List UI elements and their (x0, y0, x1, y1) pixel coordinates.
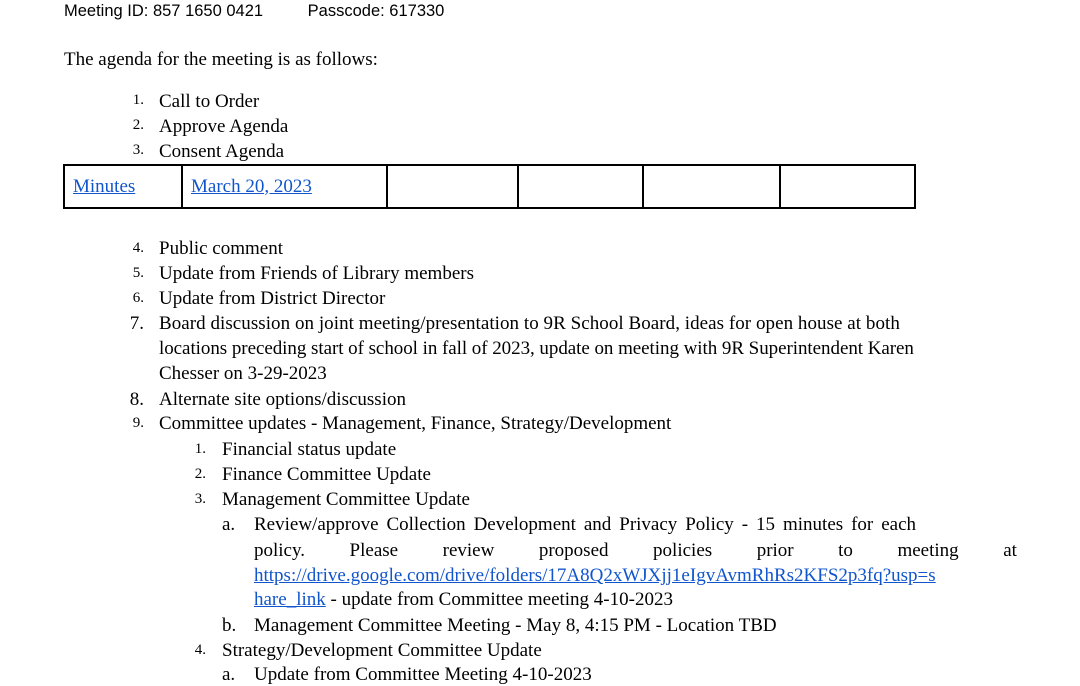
agenda-item-board-discussion-line2: locations preceding start of school in fall of 2023, update on meeting with 9R Superintendent Karen (159, 338, 914, 359)
agenda-number: 3. (132, 142, 144, 158)
agenda-number: 9. (132, 415, 144, 431)
policy-review-word: Please (349, 540, 399, 561)
consent-agenda-table (63, 164, 916, 209)
policy-review-word: policies (653, 540, 713, 561)
table-row (64, 165, 915, 208)
agenda-number: 7. (129, 313, 144, 334)
subitem-number: 2. (194, 466, 206, 482)
policy-review-line1: Review/approve Collection Development and Privacy Policy - 15 minutes for each (254, 514, 916, 535)
policy-review-word: meeting (897, 540, 959, 561)
policy-link-suffix: - update from Committee meeting 4-10-2023 (325, 589, 673, 610)
policy-review-line2 (254, 540, 1017, 562)
policy-review-word: review (442, 540, 495, 561)
meeting-id: Meeting ID: 857 1650 0421 (64, 2, 264, 20)
subitem-strategy-committee: Strategy/Development Committee Update (222, 640, 542, 661)
agenda-intro: The agenda for the meeting is as follows: (64, 49, 378, 70)
table-cell-empty (387, 165, 518, 208)
minutes-date-link[interactable]: March 20, 2023 (191, 175, 312, 197)
subitem-number: 4. (194, 642, 206, 658)
agenda-number: 5. (132, 265, 144, 281)
meeting-info (64, 2, 484, 21)
subitem-number: 1. (194, 441, 206, 457)
agenda-item-consent-agenda: Consent Agenda (159, 141, 285, 162)
agenda-item-friends-update: Update from Friends of Library members (159, 263, 474, 284)
subitem-finance-committee: Finance Committee Update (222, 464, 431, 485)
subitem-number: 3. (194, 491, 206, 507)
table-cell-empty (518, 165, 643, 208)
agenda-item-director-update: Update from District Director (159, 288, 386, 309)
table-cell-empty (643, 165, 780, 208)
table-cell (64, 165, 182, 208)
subsubitem-marker: a. (222, 514, 236, 535)
subsubitem-marker: a. (222, 664, 236, 685)
agenda-number: 8. (129, 389, 144, 410)
policy-folder-link-cont[interactable]: hare_link (254, 589, 326, 610)
subitem-financial-status: Financial status update (222, 439, 397, 460)
agenda-item-approve-agenda: Approve Agenda (159, 116, 289, 137)
agenda-item-board-discussion-line1: Board discussion on joint meeting/presentation to 9R School Board, ideas for open house at both (159, 313, 900, 334)
policy-review-word: proposed (538, 540, 609, 561)
table-cell (182, 165, 387, 208)
table-cell-empty (780, 165, 915, 208)
agenda-number: 2. (132, 117, 144, 133)
subsubitem-marker: b. (222, 615, 237, 636)
agenda-item-public-comment: Public comment (159, 238, 284, 259)
policy-link-line1 (254, 565, 936, 587)
policy-review-word: at (1003, 540, 1017, 561)
policy-review-word: policy. (254, 540, 306, 561)
agenda-item-committee-updates: Committee updates - Management, Finance, Strategy/Development (159, 413, 672, 434)
policy-review-word: prior (756, 540, 794, 561)
agenda-number: 6. (132, 290, 144, 306)
agenda-item-board-discussion-line3: Chesser on 3-29-2023 (159, 363, 327, 384)
management-meeting-info: Management Committee Meeting - May 8, 4:15 PM - Location TBD (254, 615, 777, 636)
meeting-passcode: Passcode: 617330 (307, 2, 445, 20)
agenda-item-call-to-order: Call to Order (159, 91, 260, 112)
policy-folder-link[interactable]: https://drive.google.com/drive/folders/17A8Q2xWJXjj1eIgvAvmRhRs2KFS2p3fq?usp=s (254, 565, 936, 586)
agenda-number: 4. (132, 240, 144, 256)
agenda-item-alternate-site: Alternate site options/discussion (159, 389, 406, 410)
policy-link-line2 (254, 589, 673, 611)
minutes-link[interactable]: Minutes (73, 175, 136, 197)
agenda-number: 1. (132, 92, 144, 108)
strategy-meeting-update: Update from Committee Meeting 4-10-2023 (254, 664, 592, 685)
policy-review-word: to (838, 540, 853, 561)
subitem-management-committee: Management Committee Update (222, 489, 470, 510)
